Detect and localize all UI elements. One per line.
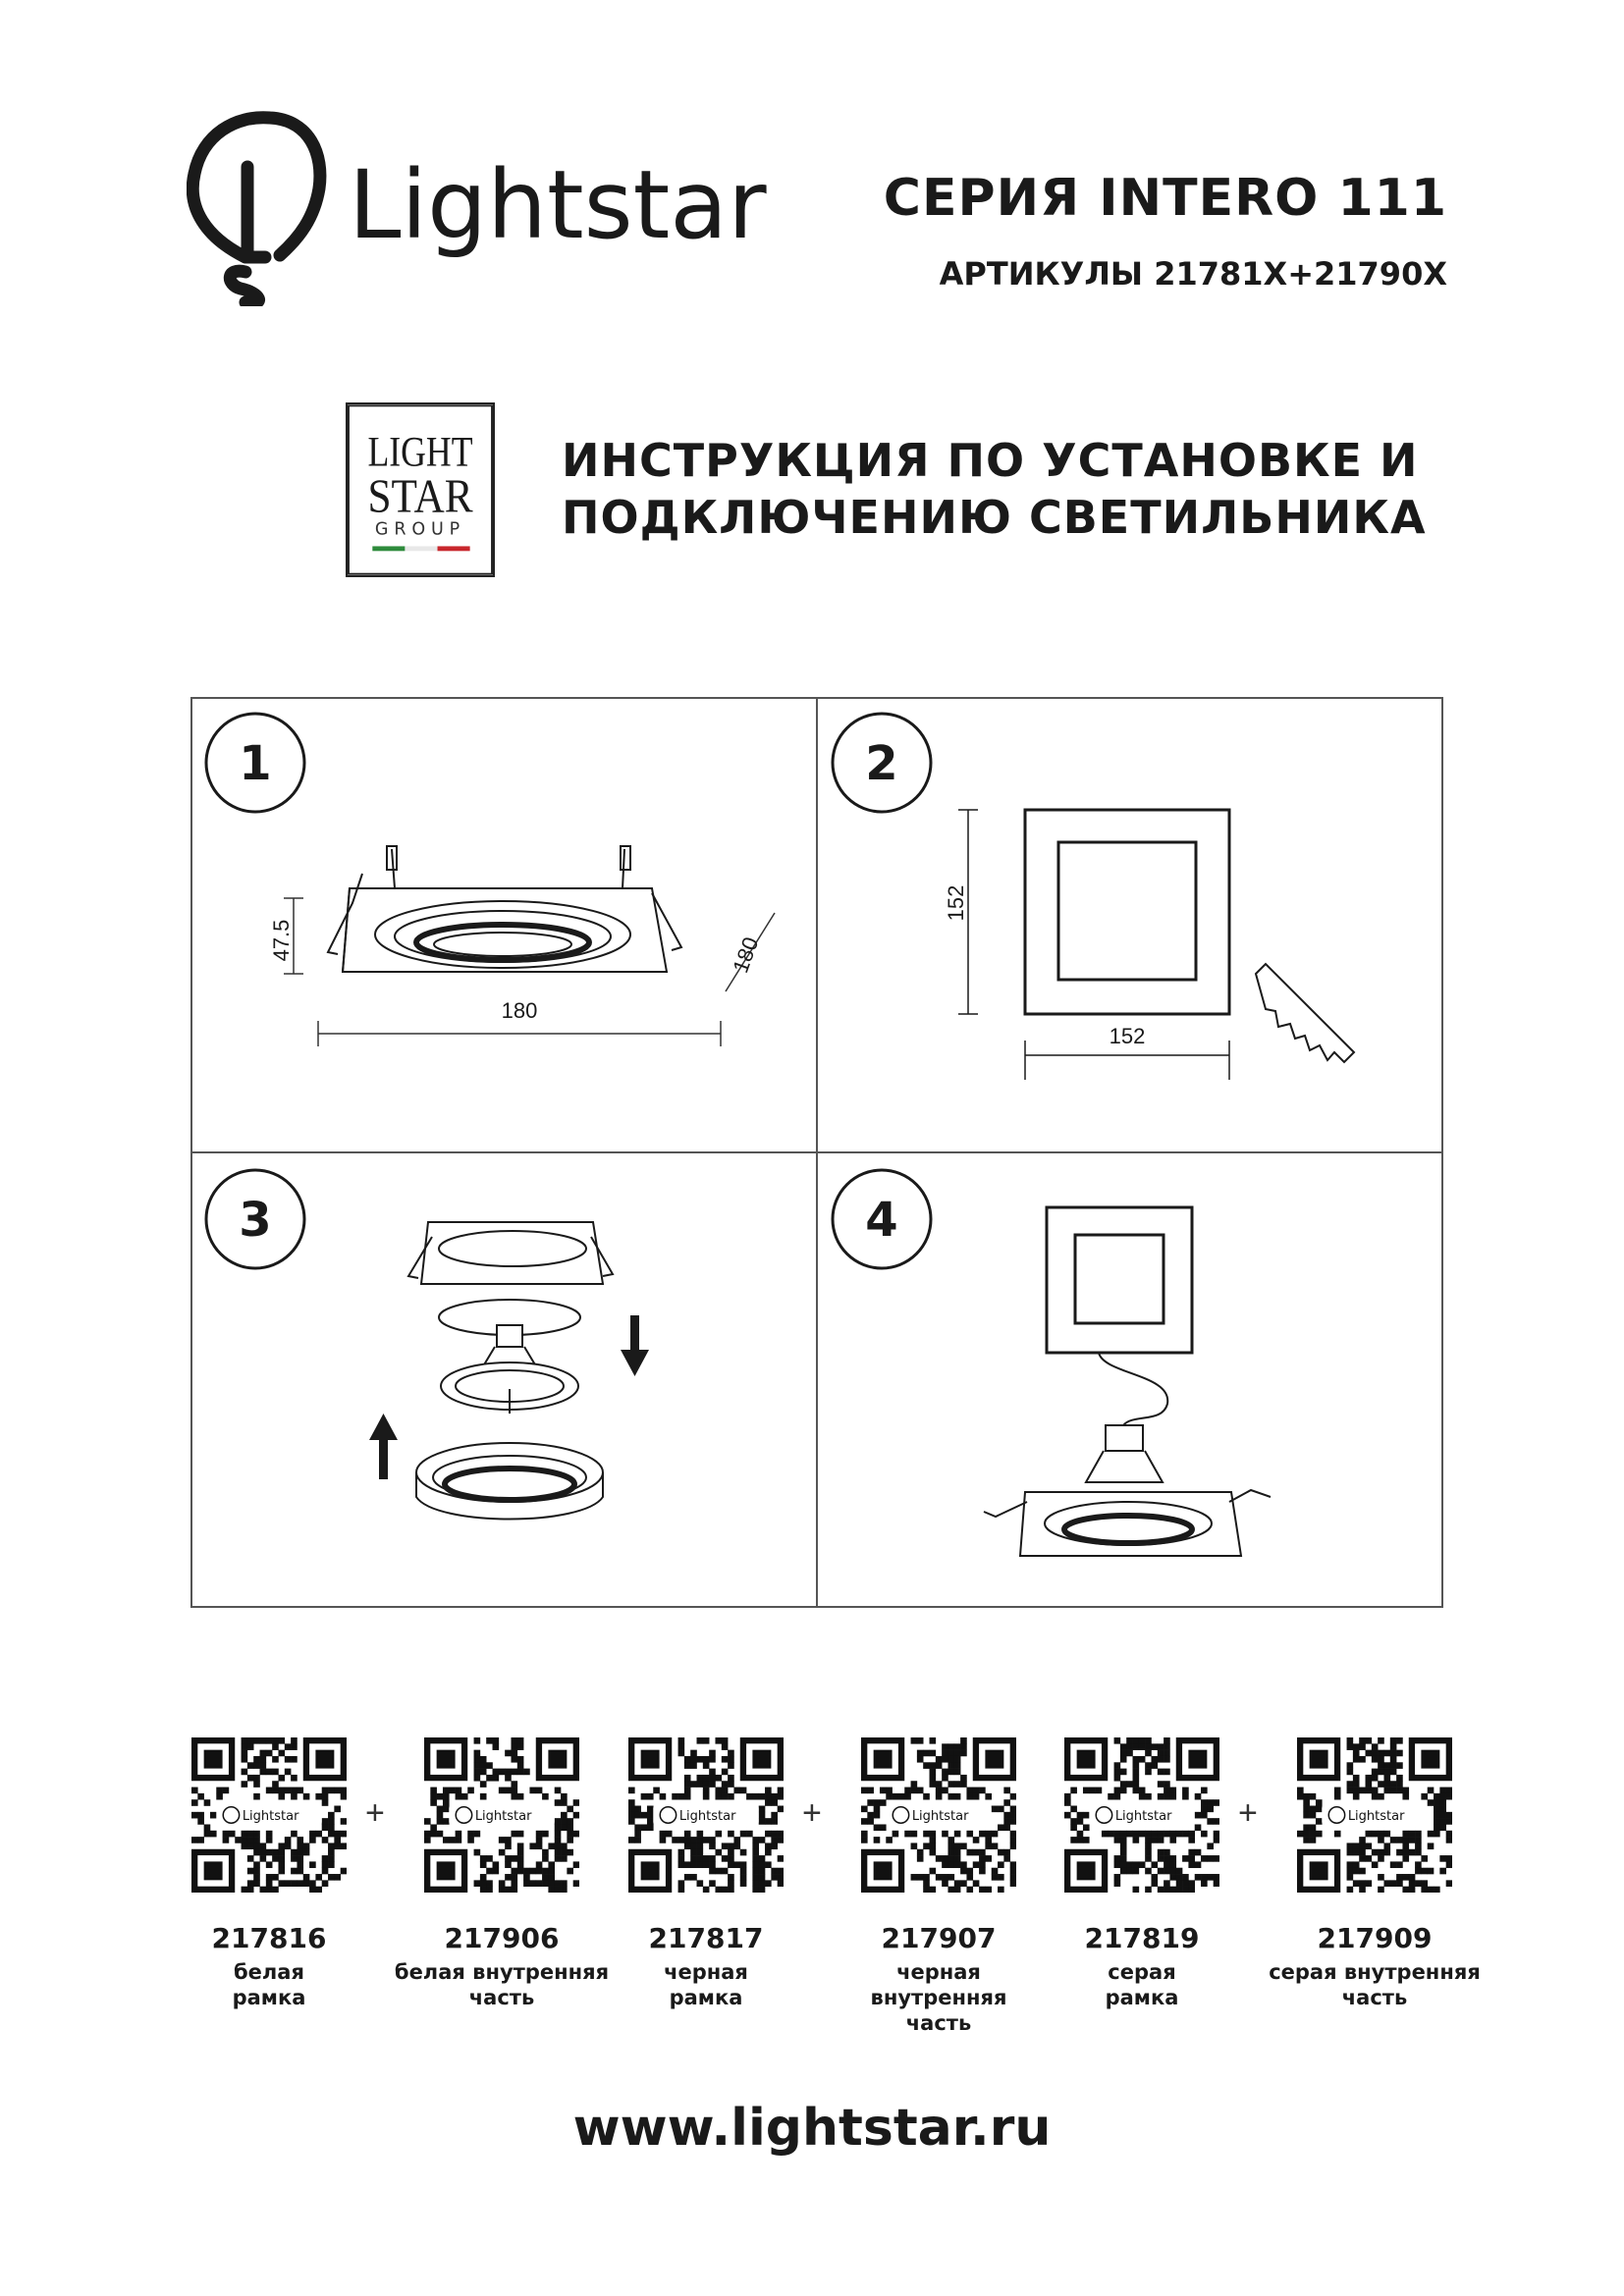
flag-white-stripe [405,546,437,551]
step-2-width-label: 152 [1109,1024,1146,1048]
product-description [826,1959,1052,2036]
product-description-line2: рамка [669,1986,743,2009]
product-code: 217906 [444,1922,560,1954]
flag-red-stripe [438,546,470,551]
step-3-exploded-drawing [408,1222,613,1520]
product-description-line2: рамка [1105,1986,1179,2009]
product-description-line1: черная внутренняя [870,1960,1007,2009]
qr-code-217817[interactable] [628,1737,784,1893]
step-4-connected-drawing [984,1207,1271,1556]
step-2-height-label: 152 [944,884,968,922]
qr-code-217909[interactable] [1297,1737,1452,1893]
product-description-line1: серая [1108,1960,1176,1984]
step-1-width-label: 180 [501,998,538,1023]
product-code: 217907 [881,1922,997,1954]
product-description-line1: серая внутренняя [1269,1960,1481,1984]
installation-steps-grid [190,697,1443,1608]
step-1-depth-label: 180 [728,934,764,977]
product-description [1029,1959,1255,2010]
flag-green-stripe [372,546,405,551]
product-description [389,1959,615,2010]
product-description [156,1959,382,2010]
article-numbers: АРТИКУЛЫ 21781X+21790X [939,255,1447,293]
plus-sign: + [365,1794,385,1832]
product-description-line1: черная [664,1960,748,1984]
qr-brand-label: Lightstar [911,1809,969,1825]
product-description-line1: белая внутренняя [394,1960,610,1984]
qr-brand-label: Lightstar [242,1809,299,1825]
product-description-line1: белая [234,1960,304,1984]
qr-brand-label: Lightstar [1114,1809,1172,1825]
instruction-title-line2: ПОДКЛЮЧЕНИЮ СВЕТИЛЬНИКА [562,491,1427,544]
product-code: 217816 [211,1922,327,1954]
qr-brand-label: Lightstar [474,1809,532,1825]
step-1-luminaire-drawing [328,846,681,972]
product-description-line2: часть [1341,1986,1408,2009]
step-2-number: 2 [865,736,898,791]
step-2-badge [833,714,931,812]
step-3-badge [206,1170,304,1268]
qr-code-217907[interactable] [861,1737,1016,1893]
qr-brand-label: Lightstar [678,1809,736,1825]
step-4-badge [833,1170,931,1268]
step-3-number: 3 [239,1193,272,1248]
product-qr-row [177,1737,1483,2035]
qr-code-217819[interactable] [1064,1737,1219,1893]
product-description [593,1959,819,2010]
arrow-down-icon [621,1315,649,1376]
product-code: 217909 [1317,1922,1433,1954]
arrow-up-icon [369,1414,398,1479]
step-2-cutout-drawing [958,810,1229,1080]
product-description [1262,1959,1488,2010]
lightstar-group-logo [346,402,495,577]
instruction-title-line1: ИНСТРУКЦИЯ ПО УСТАНОВКЕ И [562,434,1419,487]
product-code: 217817 [648,1922,764,1954]
group-logo-line2: STAR [367,469,474,523]
plus-sign: + [1238,1794,1258,1832]
website-url[interactable]: www.lightstar.ru [572,2099,1052,2158]
group-logo-line1: LIGHT [367,429,473,476]
step-1-number: 1 [239,736,272,791]
group-logo-line3: GROUP [374,519,466,540]
product-code: 217819 [1084,1922,1200,1954]
qr-brand-label: Lightstar [1347,1809,1405,1825]
step-1-badge [206,714,304,812]
plus-sign: + [802,1794,822,1832]
product-description-line2: часть [905,2011,972,2035]
saw-icon [1256,964,1354,1062]
qr-code-217906[interactable] [424,1737,579,1893]
series-title: СЕРИЯ INTERO 111 [883,169,1447,228]
product-description-line2: часть [468,1986,535,2009]
qr-code-217816[interactable] [191,1737,347,1893]
step-1-height-label: 47.5 [269,919,294,962]
instruction-title [562,432,1427,546]
lightstar-logo [187,110,815,306]
step-4-number: 4 [865,1193,898,1248]
brand-name: Lightstar [349,150,767,260]
product-description-line2: рамка [232,1986,306,2009]
